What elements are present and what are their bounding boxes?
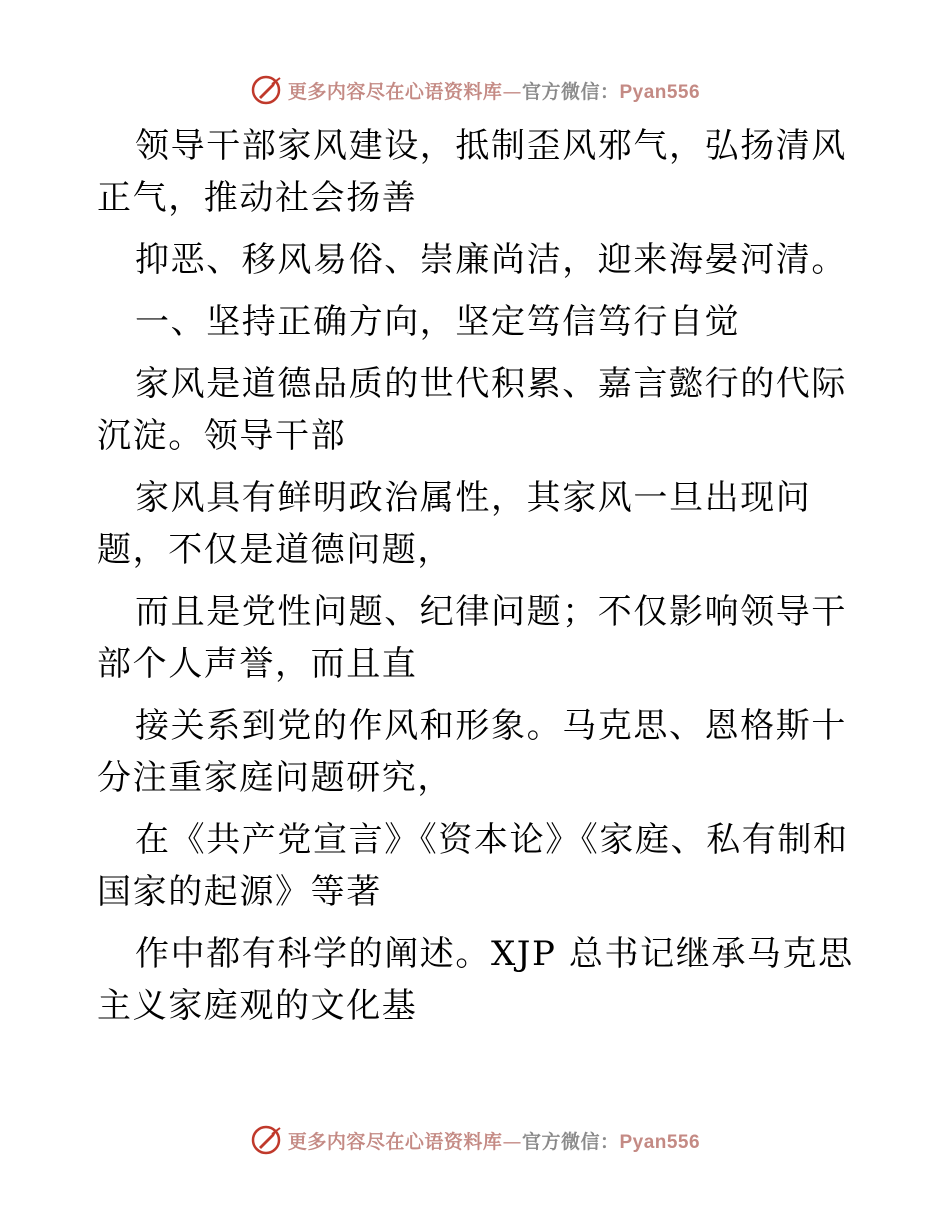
- watermark-label: 官方微信：: [521, 80, 620, 103]
- watermark-title: 更多内容尽在心语资料库: [287, 80, 503, 103]
- paragraph-7: 在《共产党宣言》《资本论》《家庭、私有制和国家的起源》等著: [97, 820, 849, 912]
- section-heading: 一、坚持正确方向，坚定笃信笃行自觉: [135, 302, 741, 342]
- header-watermark: [0, 70, 950, 110]
- document-body: [97, 120, 857, 1032]
- watermark-label: 官方微信：: [521, 1130, 620, 1153]
- paragraph-1: 领导干部家风建设，抵制歪风邪气，弘扬清风正气，推动社会扬善: [97, 126, 847, 218]
- paragraph-6: 接关系到党的作风和形象。马克思、恩格斯十分注重家庭问题研究，: [97, 706, 847, 798]
- paragraph-3: 家风是道德品质的世代积累、嘉言懿行的代际沉淀。领导干部: [97, 364, 847, 456]
- paragraph-8: 作中都有科学的阐述。XJP 总书记继承马克思主义家庭观的文化基: [97, 934, 854, 1026]
- watermark-wechat-id: Pyan556: [619, 81, 701, 103]
- quill-logo-icon: [250, 73, 284, 107]
- watermark-dash: —: [502, 80, 522, 103]
- watermark-dash: —: [502, 1130, 522, 1153]
- watermark-title: 更多内容尽在心语资料库: [287, 1130, 503, 1153]
- paragraph-5: 而且是党性问题、纪律问题；不仅影响领导干部个人声誉，而且直: [97, 592, 847, 684]
- quill-logo-icon: [250, 1123, 284, 1157]
- watermark-wechat-id: Pyan556: [619, 1131, 701, 1153]
- footer-watermark: [0, 1120, 950, 1160]
- paragraph-2: 抑恶、移风易俗、崇廉尚洁，迎来海晏河清。: [135, 240, 847, 280]
- paragraph-4: 家风具有鲜明政治属性，其家风一旦出现问题，不仅是道德问题，: [97, 478, 812, 570]
